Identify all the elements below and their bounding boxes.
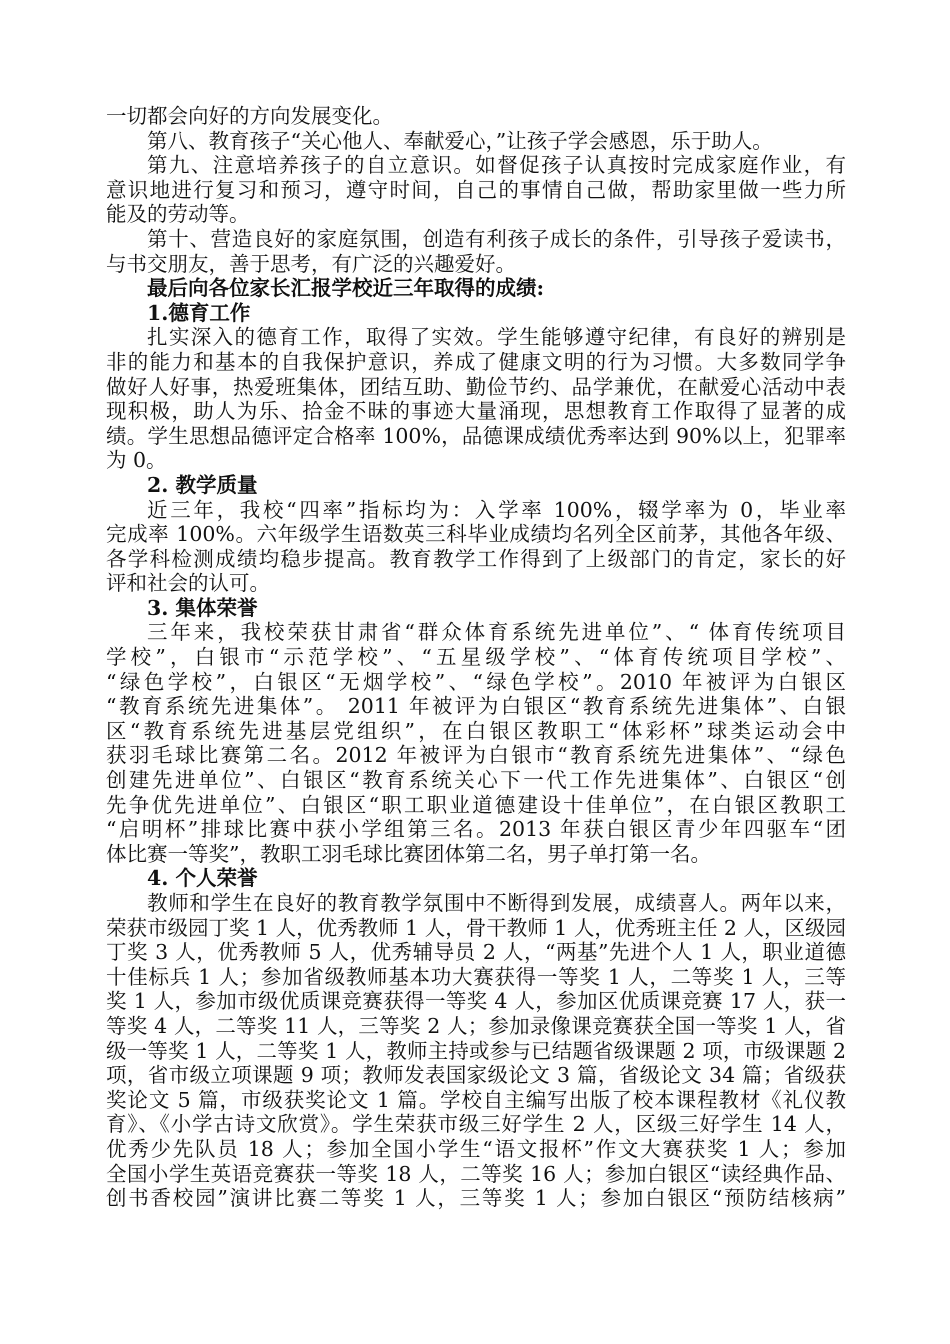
text-line: 第八、教育孩子“关心他人、奉献爱心，”让孩子学会感恩，乐于助人。 (147, 128, 773, 153)
text-line: 全国小学生英语竞赛获一等奖 18 人，二等奖 16 人；参加白银区“读经典作品、 (106, 1161, 846, 1186)
text-line: 评和社会的认可。 (106, 571, 270, 596)
text-line: 第十、营造良好的家庭氛围，创造有利孩子成长的条件，引导孩子爱读书， (147, 226, 846, 251)
text-line: 一切都会向好的方向发展变化。 (106, 104, 393, 128)
text-line: 获羽毛球比赛第二名。2012 年被评为白银市“教育系统先进集体”、“绿色 (106, 743, 846, 768)
text-line: 育》、《小学古诗文欣赏》。学生荣获市级三好学生 2 人，区级三好学生 14 人， (106, 1112, 846, 1137)
text-line: 荣获市级园丁奖 1 人，优秀教师 1 人，骨干教师 1 人，优秀班主任 2 人，区级园 (106, 915, 846, 940)
text-line: 等奖 4 人，二等奖 11 人，三等奖 2 人；参加录像课竞赛获全国一等奖 1 人，省 (106, 1013, 846, 1038)
text-line: “绿色学校”，白银区“无烟学校”、“绿色学校”。2010 年被评为白银区 (106, 669, 846, 694)
text-line: 完成率 100%。六年级学生语数英三科毕业成绩均名列全区前茅，其他各年级、 (106, 522, 846, 547)
text-line: 做好人好事，热爱班集体，团结互助、勤俭节约、品学兼优，在献爱心活动中表 (106, 374, 846, 399)
text-line: 绩。学生思想品德评定合格率 100%，品德课成绩优秀率达到 90%以上，犯罪率 (106, 423, 846, 448)
text-line: 非的能力和基本的自我保护意识，养成了健康文明的行为习惯。大多数同学争 (106, 349, 846, 374)
text-line: 与书交朋友，善于思考，有广泛的兴趣爱好。 (106, 251, 516, 276)
section-heading: 1.德育工作 (147, 300, 251, 325)
text-line: 区“教育系统先进基层党组织”，在白银区教职工“体彩杯”球类运动会中 (106, 718, 846, 743)
section-heading: 3. 集体荣誉 (147, 595, 258, 620)
text-line: 教师和学生在良好的教育教学氛围中不断得到发展，成绩喜人。两年以来， (147, 891, 846, 915)
section-heading: 2. 教学质量 (147, 472, 258, 497)
section-heading: 4. 个人荣誉 (147, 866, 258, 891)
text-line: 项，省市级立项课题 9 项；教师发表国家级论文 3 篇，省级论文 34 篇；省级获 (106, 1063, 846, 1088)
text-line: 级一等奖 1 人，二等奖 1 人，教师主持或参与已结题省级课题 2 项，市级课题 2 (106, 1038, 846, 1063)
text-line: 现积极，助人为乐、拾金不昧的事迹大量涌现，思想教育工作取得了显著的成 (106, 399, 846, 424)
text-line: 扎实深入的德育工作，取得了实效。学生能够遵守纪律，有良好的辨别是 (147, 325, 846, 350)
document-page (106, 104, 846, 1211)
text-line: 各学科检测成绩均稳步提高。教育教学工作得到了上级部门的肯定，家长的好 (106, 546, 846, 571)
text-line: 三年来，我校荣获甘肃省“群众体育系统先进单位”、“ 体育传统项目 (147, 620, 846, 645)
text-line: 近三年，我校“四率”指标均为：入学率 100%，辍学率为 0，毕业率 (147, 497, 846, 522)
text-line: “教育系统先进集体”。 2011 年被评为白银区“教育系统先进集体”、白银 (106, 694, 846, 719)
text-line: 创书香校园”演讲比赛二等奖 1 人，三等奖 1 人；参加白银区“预防结核病” (106, 1186, 846, 1211)
text-line: 学校”，白银市“示范学校”、“五星级学校”、“体育传统项目学校”、 (106, 645, 846, 670)
text-line: “启明杯”排球比赛中获小学组第三名。2013 年获白银区青少年四驱车“团 (106, 817, 846, 842)
text-line: 丁奖 3 人，优秀教师 5 人，优秀辅导员 2 人，“两基”先进个人 1 人，职业道德 (106, 940, 846, 965)
text-line: 奖论文 5 篇，市级获奖论文 1 篇。学校自主编写出版了校本课程教材《礼仪教 (106, 1087, 846, 1112)
text-line: 创建先进单位”、白银区“教育系统关心下一代工作先进集体”、白银区“创 (106, 768, 846, 793)
text-line: 第九、注意培养孩子的自立意识。如督促孩子认真按时完成家庭作业，有 (147, 153, 846, 178)
section-heading: 最后向各位家长汇报学校近三年取得的成绩: (147, 276, 545, 301)
text-line: 体比赛一等奖”，教职工羽毛球比赛团体第二名，男子单打第一名。 (106, 841, 711, 866)
text-line: 十佳标兵 1 人；参加省级教师基本功大赛获得一等奖 1 人，二等奖 1 人，三等 (106, 964, 846, 989)
text-line: 奖 1 人，参加市级优质课竞赛获得一等奖 4 人，参加区优质课竞赛 17 人，获一 (106, 989, 846, 1014)
text-line: 先争优先进单位”、白银区“职工职业道德建设十佳单位”，在白银区教职工 (106, 792, 846, 817)
text-line: 能及的劳动等。 (106, 202, 250, 227)
text-line: 为 0。 (106, 448, 167, 473)
text-line: 优秀少先队员 18 人；参加全国小学生“语文报杯”作文大赛获奖 1 人；参加 (106, 1136, 846, 1161)
text-line: 意识地进行复习和预习，遵守时间，自己的事情自己做，帮助家里做一些力所 (106, 177, 846, 202)
